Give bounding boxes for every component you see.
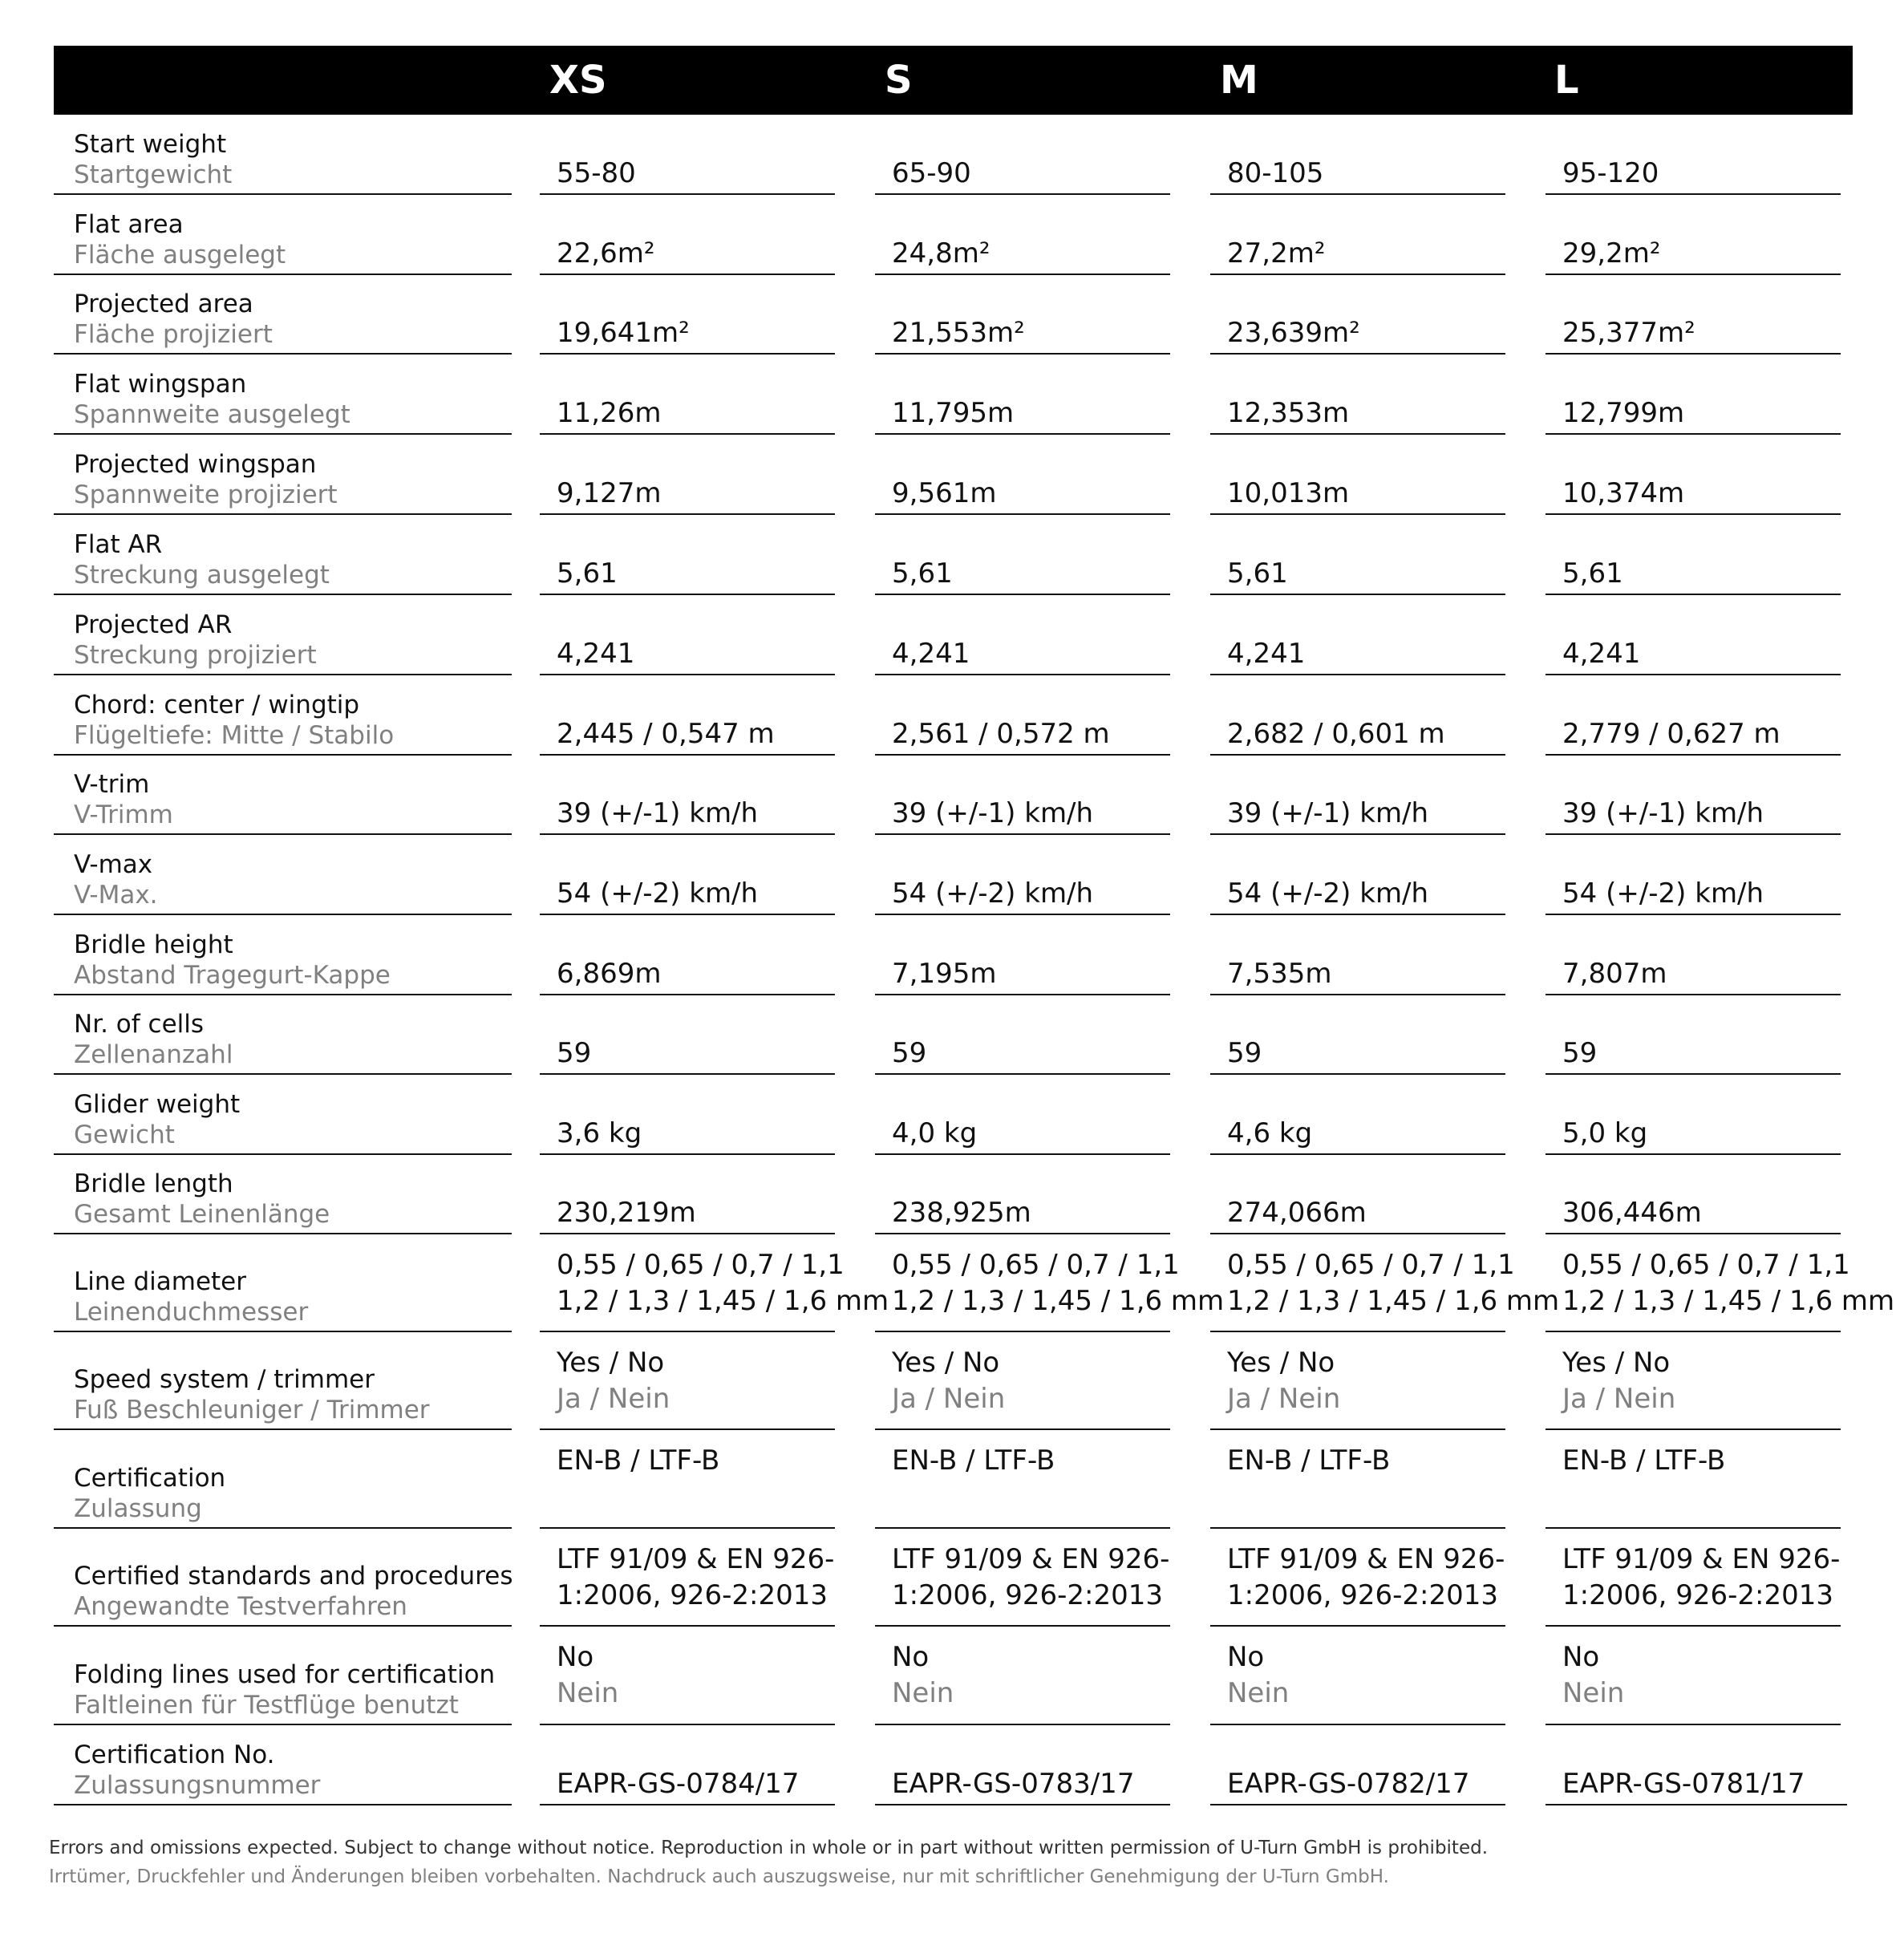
spec-value: 59	[557, 1037, 592, 1069]
spec-value: 59	[1227, 1037, 1262, 1069]
spec-value-cell	[1210, 995, 1505, 1075]
spec-label-cell	[54, 1332, 512, 1430]
spec-value-line: EN-B / LTF-B	[1227, 1445, 1391, 1477]
spec-value-cell	[540, 275, 835, 355]
spec-value: 274,066m	[1227, 1197, 1367, 1229]
spec-label-en: Flat wingspan	[74, 370, 247, 399]
spec-value-cell	[1545, 1430, 1841, 1529]
spec-value-line: 0,55 / 0,65 / 0,7 / 1,1	[557, 1249, 845, 1281]
spec-value-line: Ja / Nein	[1562, 1383, 1676, 1415]
spec-label-cell	[54, 355, 512, 435]
size-header-xs: XS	[549, 58, 607, 103]
spec-value-cell	[540, 1155, 835, 1234]
spec-value-cell	[1545, 275, 1841, 355]
spec-value-cell	[875, 435, 1170, 515]
spec-value-line: EN-B / LTF-B	[557, 1445, 720, 1477]
spec-value: 19,641m²	[557, 317, 690, 349]
spec-value-cell	[1545, 675, 1841, 756]
spec-label-de: Zellenanzahl	[74, 1040, 233, 1069]
spec-value: 39 (+/-1) km/h	[1562, 797, 1764, 829]
spec-label-cell	[54, 515, 512, 595]
spec-label-cell	[54, 595, 512, 675]
spec-value: 7,535m	[1227, 958, 1332, 990]
spec-value-cell	[1545, 595, 1841, 675]
spec-label-en: Certified standards and procedures	[74, 1562, 513, 1591]
spec-value: 2,561 / 0,572 m	[892, 718, 1110, 750]
spec-value-cell	[875, 1075, 1170, 1155]
spec-value-cell	[1545, 1332, 1841, 1430]
spec-value-line: No	[1227, 1641, 1265, 1673]
spec-value: 65-90	[892, 157, 971, 189]
spec-label-de: Fläche ausgelegt	[74, 241, 286, 269]
spec-value: 4,6 kg	[1227, 1117, 1313, 1149]
spec-row	[0, 1529, 1904, 1627]
spec-value-line: Nein	[1562, 1677, 1625, 1709]
spec-value: 230,219m	[557, 1197, 696, 1229]
spec-value: 95-120	[1562, 157, 1659, 189]
spec-value: 27,2m²	[1227, 237, 1326, 269]
spec-value: 9,561m	[892, 477, 997, 509]
spec-label-en: Projected area	[74, 290, 253, 318]
spec-row	[0, 1332, 1904, 1430]
spec-value: 39 (+/-1) km/h	[892, 797, 1094, 829]
spec-label-de: Startgewicht	[74, 160, 233, 189]
spec-value: EAPR-GS-0782/17	[1227, 1768, 1470, 1800]
spec-value-cell	[875, 915, 1170, 995]
spec-value-cell	[540, 1529, 835, 1627]
spec-label-cell	[54, 1627, 512, 1725]
spec-value: EAPR-GS-0781/17	[1562, 1768, 1805, 1800]
spec-row	[0, 1155, 1904, 1234]
spec-value-cell	[1210, 675, 1505, 756]
spec-value-line: 0,55 / 0,65 / 0,7 / 1,1	[1562, 1249, 1850, 1281]
spec-value-line: 1:2006, 926-2:2013	[1562, 1579, 1834, 1611]
spec-label-de: Faltleinen für Testflüge benutzt	[74, 1691, 459, 1720]
spec-label-en: Flat AR	[74, 530, 163, 559]
spec-value-cell	[1210, 1332, 1505, 1430]
spec-value-cell	[1545, 515, 1841, 595]
size-header-s: S	[885, 58, 913, 103]
spec-value-cell	[540, 835, 835, 915]
spec-value: 2,682 / 0,601 m	[1227, 718, 1445, 750]
spec-label-cell	[54, 1075, 512, 1155]
spec-value: 24,8m²	[892, 237, 990, 269]
spec-value-line: 1:2006, 926-2:2013	[1227, 1579, 1499, 1611]
spec-value: 4,0 kg	[892, 1117, 978, 1149]
spec-label-de: Leinenduchmesser	[74, 1298, 309, 1327]
spec-label-cell	[54, 756, 512, 835]
spec-value-line: No	[557, 1641, 594, 1673]
spec-label-de: Abstand Tragegurt-Kappe	[74, 961, 391, 990]
spec-label-en: Nr. of cells	[74, 1010, 205, 1039]
spec-value-cell	[540, 595, 835, 675]
spec-value-line: Yes / No	[1562, 1347, 1671, 1379]
spec-value-cell	[1210, 195, 1505, 275]
spec-row	[0, 116, 1904, 195]
spec-label-en: Line diameter	[74, 1267, 246, 1296]
spec-row	[0, 1725, 1904, 1805]
spec-label-de: Streckung projiziert	[74, 641, 317, 670]
spec-value: 5,61	[892, 557, 953, 590]
spec-value-line: Yes / No	[557, 1347, 665, 1379]
spec-value: 4,241	[1227, 638, 1306, 670]
spec-label-en: Projected AR	[74, 610, 233, 639]
spec-value-cell	[875, 1725, 1170, 1805]
spec-value-line: 1,2 / 1,3 / 1,45 / 1,6 mm	[1227, 1285, 1560, 1317]
spec-value-cell	[1210, 1725, 1505, 1805]
spec-value-cell	[1545, 915, 1841, 995]
footer-disclaimer-de: Irrtümer, Druckfehler und Änderungen bleiben vorbehalten. Nachdruck auch auszugsweise, nur mit schriftlicher Genehmigung der U-Turn GmbH.	[49, 1866, 1389, 1887]
spec-row	[0, 1430, 1904, 1529]
spec-value: 22,6m²	[557, 237, 655, 269]
spec-value-line: 1:2006, 926-2:2013	[557, 1579, 828, 1611]
spec-value-line: Nein	[892, 1677, 954, 1709]
spec-row	[0, 195, 1904, 275]
spec-label-cell	[54, 1234, 512, 1332]
spec-value-cell	[1210, 1430, 1505, 1529]
spec-label-de: Fläche projiziert	[74, 320, 273, 349]
spec-value-line: Yes / No	[892, 1347, 1000, 1379]
spec-label-de: Streckung ausgelegt	[74, 561, 330, 590]
spec-value-cell	[875, 995, 1170, 1075]
spec-label-en: Speed system / trimmer	[74, 1365, 375, 1394]
spec-value-cell	[1545, 835, 1841, 915]
spec-value: 9,127m	[557, 477, 662, 509]
spec-label-de: Gesamt Leinenlänge	[74, 1200, 330, 1229]
spec-label-en: V-trim	[74, 770, 150, 799]
spec-value-cell	[875, 1332, 1170, 1430]
spec-value-cell	[1545, 1529, 1841, 1627]
spec-value-cell	[540, 675, 835, 756]
spec-value-cell	[875, 1155, 1170, 1234]
spec-value: 6,869m	[557, 958, 662, 990]
spec-value-cell	[1545, 995, 1841, 1075]
spec-label-cell	[54, 1529, 512, 1627]
spec-value-cell	[540, 195, 835, 275]
spec-row	[0, 915, 1904, 995]
spec-value-cell	[1545, 756, 1841, 835]
spec-value-line: Nein	[1227, 1677, 1290, 1709]
spec-value: 80-105	[1227, 157, 1324, 189]
spec-row	[0, 835, 1904, 915]
spec-value: 55-80	[557, 157, 636, 189]
spec-value: 2,779 / 0,627 m	[1562, 718, 1780, 750]
spec-value-cell	[1210, 515, 1505, 595]
spec-value: 54 (+/-2) km/h	[557, 877, 759, 910]
spec-value-cell	[1210, 435, 1505, 515]
spec-label-cell	[54, 1430, 512, 1529]
spec-label-de: Zulassung	[74, 1494, 202, 1523]
spec-row	[0, 675, 1904, 756]
spec-label-cell	[54, 435, 512, 515]
spec-value: 39 (+/-1) km/h	[1227, 797, 1429, 829]
spec-value-line: No	[1562, 1641, 1600, 1673]
spec-row	[0, 595, 1904, 675]
spec-label-en: Folding lines used for certification	[74, 1660, 496, 1689]
spec-value-line: Ja / Nein	[557, 1383, 670, 1415]
spec-value: 23,639m²	[1227, 317, 1360, 349]
spec-value-cell	[875, 835, 1170, 915]
spec-value-line: LTF 91/09 & EN 926-	[1562, 1543, 1841, 1575]
spec-label-en: V-max	[74, 850, 153, 879]
spec-value: 54 (+/-2) km/h	[1227, 877, 1429, 910]
spec-row	[0, 435, 1904, 515]
spec-value-cell	[1210, 835, 1505, 915]
spec-label-de: Zulassungsnummer	[74, 1771, 321, 1800]
spec-value: 12,353m	[1227, 397, 1350, 429]
spec-value: 11,795m	[892, 397, 1015, 429]
spec-value-line: 0,55 / 0,65 / 0,7 / 1,1	[892, 1249, 1180, 1281]
spec-label-cell	[54, 835, 512, 915]
spec-value: 2,445 / 0,547 m	[557, 718, 775, 750]
spec-label-cell	[54, 915, 512, 995]
spec-value-line: 0,55 / 0,65 / 0,7 / 1,1	[1227, 1249, 1515, 1281]
spec-value-cell	[1545, 1725, 1847, 1805]
spec-value-cell	[540, 1430, 835, 1529]
spec-value-cell	[1545, 195, 1841, 275]
footer-disclaimer-en: Errors and omissions expected. Subject to change without notice. Reproduction in whole or in part without written permission of U-Turn GmbH is prohibited.	[49, 1838, 1489, 1858]
spec-value-line: Ja / Nein	[892, 1383, 1006, 1415]
spec-value-line: No	[892, 1641, 930, 1673]
spec-value: 54 (+/-2) km/h	[892, 877, 1094, 910]
spec-label-en: Chord: center / wingtip	[74, 691, 360, 719]
spec-label-de: V-Max.	[74, 881, 158, 910]
spec-label-de: Gewicht	[74, 1120, 175, 1149]
spec-row	[0, 995, 1904, 1075]
spec-value: 39 (+/-1) km/h	[557, 797, 759, 829]
spec-value-cell	[875, 1627, 1170, 1725]
spec-label-cell	[54, 675, 512, 756]
spec-value: 5,61	[1227, 557, 1288, 590]
spec-label-en: Certification	[74, 1464, 226, 1493]
spec-value: EAPR-GS-0783/17	[892, 1768, 1135, 1800]
spec-value-cell	[875, 1430, 1170, 1529]
spec-value-line: 1,2 / 1,3 / 1,45 / 1,6 mm	[892, 1285, 1225, 1317]
spec-label-de: V-Trimm	[74, 800, 173, 829]
spec-value-cell	[875, 1234, 1225, 1332]
spec-label-cell	[54, 116, 512, 195]
spec-value: 10,374m	[1562, 477, 1685, 509]
spec-value-line: EN-B / LTF-B	[1562, 1445, 1726, 1477]
spec-value-cell	[1210, 355, 1505, 435]
spec-value-cell	[540, 1725, 835, 1805]
spec-value-cell	[540, 756, 835, 835]
spec-value: 4,241	[892, 638, 970, 670]
spec-value-line: Ja / Nein	[1227, 1383, 1341, 1415]
spec-value-cell	[540, 1627, 835, 1725]
spec-value-cell	[875, 195, 1170, 275]
size-header-m: M	[1220, 58, 1258, 103]
spec-label-cell	[54, 1155, 512, 1234]
spec-value-cell	[540, 355, 835, 435]
spec-value: 238,925m	[892, 1197, 1031, 1229]
size-header-l: L	[1554, 58, 1579, 103]
spec-label-en: Bridle height	[74, 930, 233, 959]
spec-label-en: Start weight	[74, 130, 227, 159]
spec-value-cell	[1545, 1627, 1841, 1725]
spec-label-en: Certification No.	[74, 1741, 275, 1769]
spec-value-cell	[1210, 1529, 1505, 1627]
spec-value-cell	[1210, 275, 1505, 355]
spec-value: 4,241	[557, 638, 635, 670]
spec-value-cell	[540, 116, 835, 195]
spec-value-cell	[875, 595, 1170, 675]
spec-row	[0, 1627, 1904, 1725]
spec-row	[0, 1234, 1904, 1332]
spec-label-cell	[54, 275, 512, 355]
spec-value-cell	[540, 995, 835, 1075]
spec-value: EAPR-GS-0784/17	[557, 1768, 800, 1800]
spec-value-cell	[1545, 1234, 1895, 1332]
spec-value-cell	[540, 1234, 889, 1332]
spec-value: 5,61	[1562, 557, 1623, 590]
spec-label-de: Spannweite ausgelegt	[74, 400, 350, 429]
spec-value-cell	[875, 756, 1170, 835]
spec-row	[0, 515, 1904, 595]
spec-label-de: Flügeltiefe: Mitte / Stabilo	[74, 721, 395, 750]
spec-value-cell	[1545, 435, 1841, 515]
spec-value: 21,553m²	[892, 317, 1025, 349]
spec-value-line: EN-B / LTF-B	[892, 1445, 1055, 1477]
spec-row	[0, 756, 1904, 835]
spec-value-cell	[1210, 116, 1505, 195]
spec-value-cell	[1545, 1155, 1841, 1234]
spec-value-line: Nein	[557, 1677, 619, 1709]
spec-value: 3,6 kg	[557, 1117, 642, 1149]
spec-value-cell	[1545, 116, 1841, 195]
spec-value-cell	[875, 116, 1170, 195]
spec-label-en: Bridle length	[74, 1169, 233, 1198]
spec-value-cell	[875, 515, 1170, 595]
spec-value: 54 (+/-2) km/h	[1562, 877, 1764, 910]
spec-value-cell	[1210, 915, 1505, 995]
spec-value-cell	[540, 915, 835, 995]
spec-label-cell	[54, 195, 512, 275]
spec-value: 10,013m	[1227, 477, 1350, 509]
spec-value-line: 1,2 / 1,3 / 1,45 / 1,6 mm	[1562, 1285, 1895, 1317]
spec-value: 59	[1562, 1037, 1598, 1069]
spec-label-cell	[54, 995, 512, 1075]
spec-label-en: Projected wingspan	[74, 450, 317, 479]
spec-row	[0, 275, 1904, 355]
spec-value: 5,0 kg	[1562, 1117, 1648, 1149]
spec-value: 59	[892, 1037, 927, 1069]
spec-value: 12,799m	[1562, 397, 1685, 429]
spec-value: 11,26m	[557, 397, 662, 429]
spec-value-cell	[875, 355, 1170, 435]
spec-value-line: Yes / No	[1227, 1347, 1335, 1379]
spec-value-line: LTF 91/09 & EN 926-	[557, 1543, 835, 1575]
spec-value-line: 1,2 / 1,3 / 1,45 / 1,6 mm	[557, 1285, 889, 1317]
spec-value-cell	[875, 675, 1170, 756]
spec-value: 7,195m	[892, 958, 997, 990]
spec-label-de: Angewandte Testverfahren	[74, 1592, 407, 1621]
spec-label-cell	[54, 1725, 512, 1805]
spec-label-de: Spannweite projiziert	[74, 480, 338, 509]
spec-value-line: 1:2006, 926-2:2013	[892, 1579, 1164, 1611]
spec-value: 5,61	[557, 557, 618, 590]
spec-label-en: Glider weight	[74, 1090, 241, 1119]
spec-value: 306,446m	[1562, 1197, 1702, 1229]
spec-value-cell	[1210, 1627, 1505, 1725]
spec-value-cell	[1545, 355, 1841, 435]
spec-value-cell	[875, 1529, 1170, 1627]
spec-value: 25,377m²	[1562, 317, 1695, 349]
spec-value-cell	[540, 1332, 835, 1430]
spec-value-cell	[540, 515, 835, 595]
spec-row	[0, 355, 1904, 435]
spec-value-cell	[1210, 1075, 1505, 1155]
spec-value: 4,241	[1562, 638, 1641, 670]
spec-value-cell	[1210, 756, 1505, 835]
spec-value-cell	[1210, 595, 1505, 675]
spec-value-cell	[875, 275, 1170, 355]
spec-value: 29,2m²	[1562, 237, 1661, 269]
spec-value-cell	[1210, 1155, 1505, 1234]
spec-value-line: LTF 91/09 & EN 926-	[1227, 1543, 1505, 1575]
spec-value-cell	[1210, 1234, 1560, 1332]
spec-value-line: LTF 91/09 & EN 926-	[892, 1543, 1170, 1575]
spec-label-en: Flat area	[74, 210, 184, 239]
spec-value-cell	[1545, 1075, 1841, 1155]
spec-value-cell	[540, 1075, 835, 1155]
spec-label-de: Fuß Beschleuniger / Trimmer	[74, 1396, 430, 1424]
spec-value-cell	[540, 435, 835, 515]
spec-value: 7,807m	[1562, 958, 1667, 990]
spec-row	[0, 1075, 1904, 1155]
